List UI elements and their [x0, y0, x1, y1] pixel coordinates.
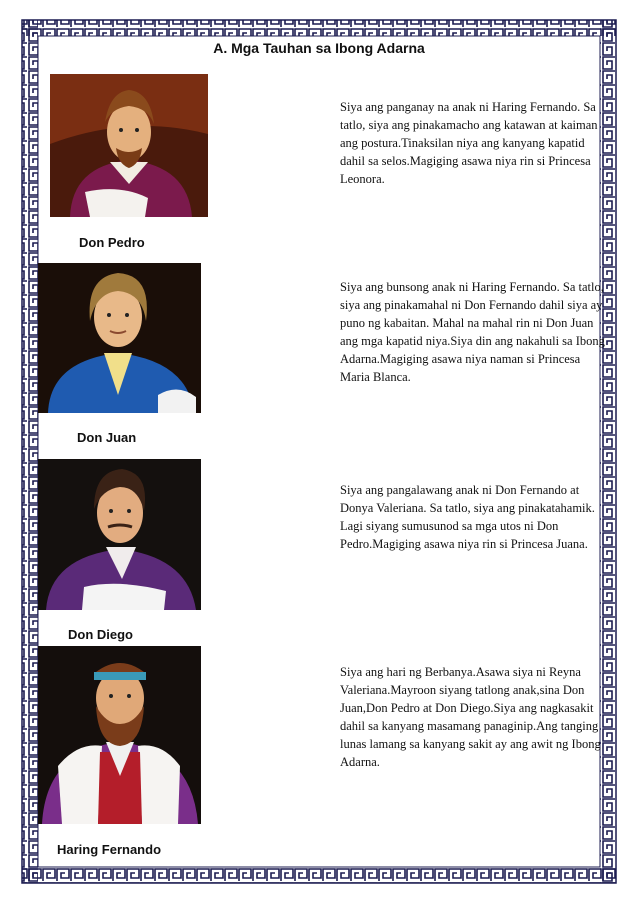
don-juan-portrait — [38, 263, 201, 413]
don-pedro-portrait — [50, 74, 208, 217]
page-title: A. Mga Tauhan sa Ibong Adarna — [213, 40, 425, 56]
haring-fernando-name: Haring Fernando — [57, 842, 162, 857]
don-diego-description: Siya ang pangalawang anak ni Don Fernando at Donya Valeriana. Sa tatlo, siya ang pinakatahamik. Lagi siyang sumusunod sa mga utos ni Don Pedro.Magiging asawa niya rin si Princesa Juana. — [340, 483, 595, 551]
don-diego-portrait — [38, 459, 201, 610]
don-pedro-name: Don Pedro — [79, 235, 145, 250]
don-juan-name: Don Juan — [77, 430, 137, 445]
don-pedro-description: Siya ang panganay na anak ni Haring Fernando. Sa tatlo, siya ang pinakamacho ang katawan at kaiman ang postura.Tinaksilan niya ang kanyang kapatid dahil sa selos.Magiging asawa niya rin si Princesa Leonora. — [340, 100, 598, 186]
don-diego-name: Don Diego — [68, 627, 133, 642]
don-juan-description: Siya ang bunsong anak ni Haring Fernando. Sa tatlo, siya ang pinakamahal ni Don Fernando dahil siya ay puno ng kabaitan. Mahal na mahal rin ni Don Juan ang mga kapatid niya.Siya din ang nakahuli sa Ibong Adarna.Magiging asawa niya naman si Princesa Maria Blanca. — [340, 280, 605, 384]
haring-fernando-description: Siya ang hari ng Berbanya.Asawa siya ni Reyna Valeriana.Mayroon siyang tatlong anak,sina Don Juan,Don Pedro at Don Diego.Siya ang nagkasakit dahil sa kanyang masamang panaginip.Ang tanging lunas lamang sa kanyang sakit ay ang awit ng Ibong Adarna. — [340, 665, 601, 769]
haring-fernando-portrait — [38, 646, 201, 824]
